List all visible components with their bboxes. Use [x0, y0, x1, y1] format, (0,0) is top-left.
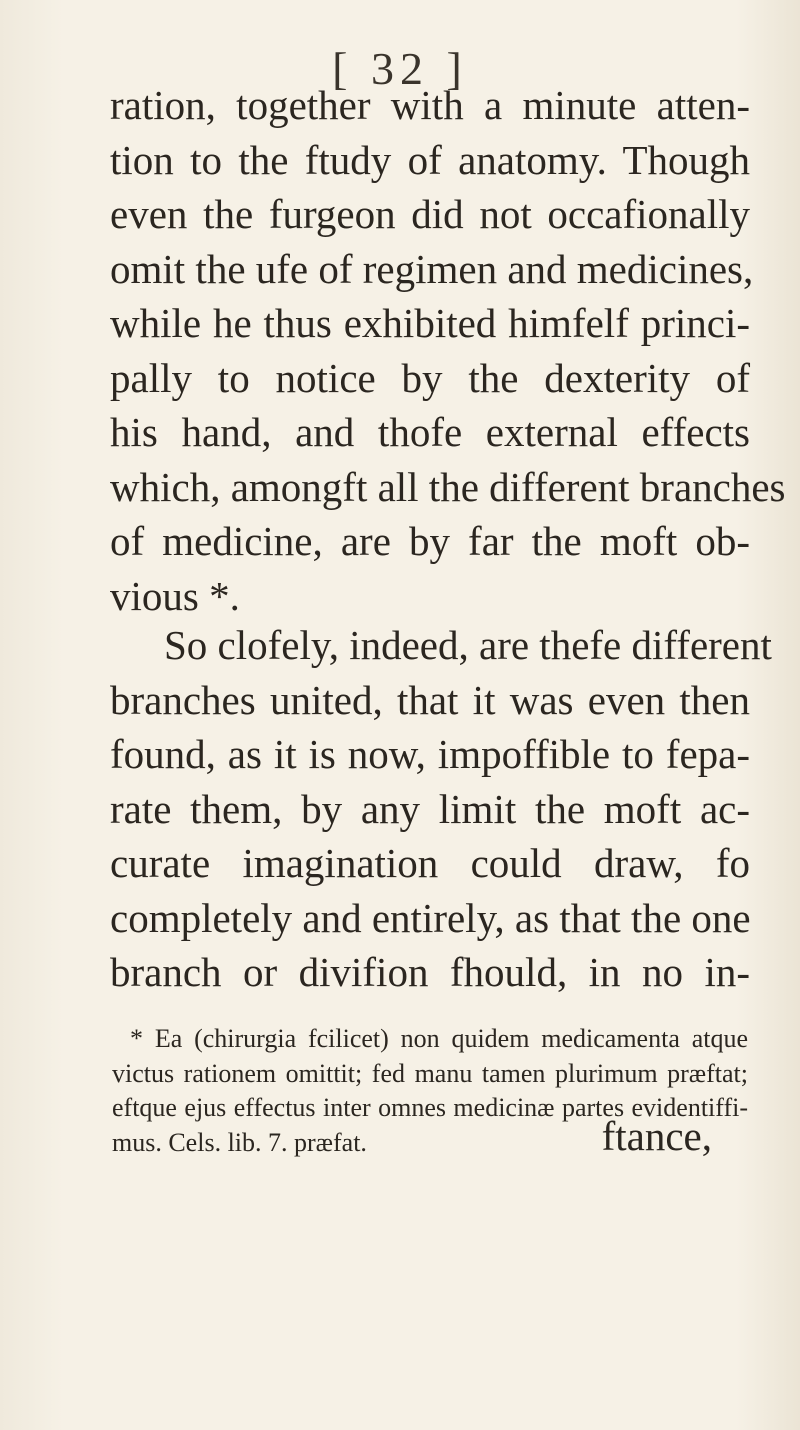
- footnote-line: * Ea (chirurgia fcilicet) non quidem medicamenta atque: [130, 1024, 748, 1053]
- text-line: his hand, and thofe external effects: [110, 409, 750, 455]
- text-line: tion to the ftudy of anatomy. Though: [110, 136, 750, 183]
- text-line: branches united, that it was even then: [110, 676, 750, 723]
- footnote-line: victus rationem omittit; fed manu tamen plurimum præftat;: [112, 1058, 748, 1088]
- text-line: branch or divifion fhould, in no in-: [110, 949, 750, 995]
- text-line: even the furgeon did not occafionally: [110, 191, 750, 237]
- text-line: found, as it is now, impoffible to fepa-: [110, 731, 750, 777]
- text-line: of medicine, are by far the moft ob-: [110, 518, 750, 564]
- paragraph-2: [110, 618, 772, 1000]
- page-number: [ 32 ]: [332, 43, 468, 94]
- text-line: while he thus exhibited himfelf princi-: [110, 300, 750, 346]
- footnote-line: eftque ejus effectus inter omnes medicinæ partes evidentiffi-: [112, 1093, 748, 1122]
- text-line: completely and entirely, as that the one: [110, 894, 751, 941]
- text-line: ration, together with a minute atten-: [110, 82, 750, 128]
- paragraph-1: [110, 78, 786, 623]
- text-line: curate imagination could draw, fo: [110, 840, 750, 886]
- text-line: vious *.: [110, 572, 240, 619]
- text-line: pally to notice by the dexterity of: [110, 354, 750, 401]
- catchword: ftance,: [601, 1113, 712, 1159]
- text-line: rate them, by any limit the moft ac-: [110, 785, 750, 832]
- text-line: So clofely, indeed, are thefe different: [164, 622, 772, 668]
- text-line: which, amongft all the different branches: [110, 463, 786, 510]
- text-line: omit the ufe of regimen and medicines,: [110, 245, 754, 292]
- footnote-line: mus. Cels. lib. 7. præfat.: [112, 1127, 367, 1157]
